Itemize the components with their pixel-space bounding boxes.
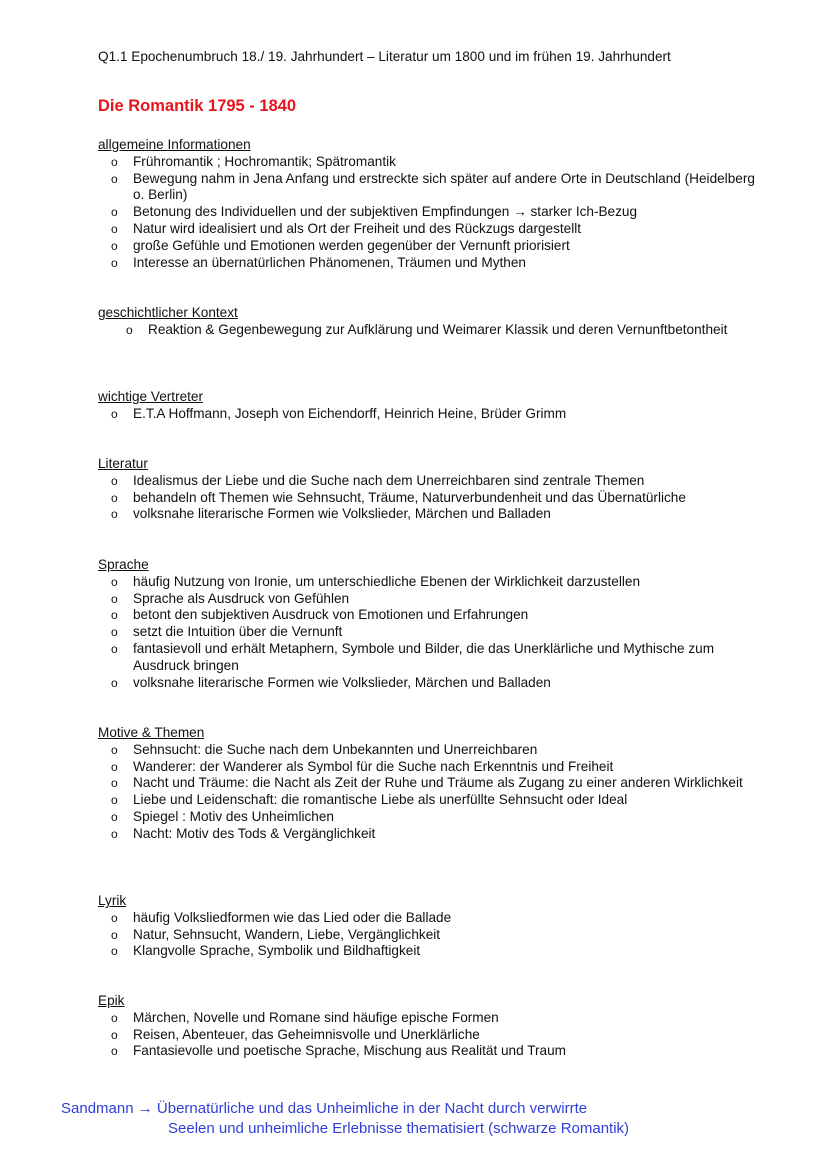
list-item-text: setzt die Intuition über die Vernunft [133, 624, 343, 640]
list-item [98, 759, 758, 776]
bullet-icon: o [111, 641, 118, 656]
bullet-icon: o [111, 205, 118, 220]
list-item-text: Sprache als Ausdruck von Gefühlen [133, 590, 350, 606]
list-item-text: Märchen, Novelle und Romane sind häufige epische Formen [133, 1009, 499, 1025]
list-item [98, 490, 758, 507]
bullet-list [98, 154, 758, 272]
section-epik [98, 993, 758, 1060]
list-item-text: Nacht: Motiv des Tods & Vergänglichkeit [133, 825, 376, 841]
section-wichtige-vertreter [98, 389, 758, 423]
bullet-icon: o [111, 171, 118, 186]
bullet-icon: o [111, 776, 118, 791]
bullet-icon: o [111, 608, 118, 623]
bullet-icon: o [111, 507, 118, 522]
list-item [98, 238, 758, 255]
section-heading: Literatur [98, 456, 148, 471]
list-item-text: Bewegung nahm in Jena Anfang und erstreckte sich später auf andere Orte in Deutschland (Heidelberg o. Berlin) [133, 170, 755, 203]
bullet-icon: o [111, 238, 118, 253]
section-heading: Sprache [98, 557, 149, 572]
list-item-text: volksnahe literarische Formen wie Volkslieder, Märchen und Balladen [133, 674, 551, 690]
list-item-text: häufig Nutzung von Ironie, um unterschiedliche Ebenen der Wirklichkeit darzustellen [133, 573, 641, 589]
section-lyrik [98, 893, 758, 960]
section-heading: geschichtlicher Kontext [98, 305, 238, 320]
list-item [98, 574, 758, 591]
bullet-list [98, 742, 758, 843]
note-line-2: Seelen und unheimliche Erlebnisse thematisiert (schwarze Romantik) [168, 1120, 630, 1137]
list-item [98, 1027, 758, 1044]
bullet-list [98, 322, 758, 339]
bullet-icon: o [111, 1010, 118, 1025]
list-item [98, 591, 758, 608]
list-item-text: Sehnsucht: die Suche nach dem Unbekannten und Unerreichbaren [133, 741, 538, 757]
list-item [98, 322, 758, 339]
section-heading: wichtige Vertreter [98, 389, 204, 404]
bullet-icon: o [111, 1027, 118, 1042]
bullet-icon: o [111, 944, 118, 959]
list-item [98, 943, 758, 960]
list-item-text: Reaktion & Gegenbewegung zur Aufklärung und Weimarer Klassik und deren Vernunftbetontheit [148, 321, 728, 337]
list-item-text: volksnahe literarische Formen wie Volkslieder, Märchen und Balladen [133, 506, 551, 522]
list-item-text: Spiegel : Motiv des Unheimlichen [133, 808, 334, 824]
list-item [98, 506, 758, 523]
list-item [98, 171, 758, 205]
list-item [98, 792, 758, 809]
list-item [98, 255, 758, 272]
list-item [98, 826, 758, 843]
bullet-icon: o [111, 221, 118, 236]
bullet-icon: o [111, 255, 118, 270]
section-heading: Epik [98, 993, 125, 1008]
section-geschichtlicher-kontext [98, 305, 758, 339]
list-item [98, 221, 758, 238]
bullet-icon: o [111, 675, 118, 690]
section-sprache [98, 557, 758, 691]
list-item-text: Natur, Sehnsucht, Wandern, Liebe, Vergänglichkeit [133, 926, 441, 942]
bullet-icon: o [111, 793, 118, 808]
list-item [98, 1010, 758, 1027]
bullet-icon: o [111, 927, 118, 942]
bullet-icon: o [111, 625, 118, 640]
bullet-icon: o [111, 742, 118, 757]
note-line-1: Sandmann → Übernatürliche und das Unheimliche in der Nacht durch verwirrte [61, 1100, 588, 1117]
list-item-text: Fantasievolle und poetische Sprache, Mischung aus Realität und Traum [133, 1043, 566, 1059]
list-item [98, 910, 758, 927]
bullet-icon: o [111, 826, 118, 841]
list-item [98, 641, 758, 675]
list-item-text: E.T.A Hoffmann, Joseph von Eichendorff, Heinrich Heine, Brüder Grimm [133, 405, 567, 421]
bullet-icon: o [111, 1044, 118, 1059]
list-item [98, 473, 758, 490]
list-item [98, 154, 758, 171]
bullet-icon: o [111, 591, 118, 606]
bullet-icon: o [126, 322, 133, 337]
section-heading: Lyrik [98, 893, 127, 908]
bullet-icon: o [111, 759, 118, 774]
list-item [98, 1043, 758, 1060]
bullet-icon: o [111, 910, 118, 925]
bullet-icon: o [111, 574, 118, 589]
list-item-text: Natur wird idealisiert und als Ort der Freiheit und des Rückzugs dargestellt [133, 220, 582, 236]
list-item-text: fantasievoll und erhält Metaphern, Symbole und Bilder, die das Unerklärliche und Mythische zum Ausdruck bringen [133, 640, 715, 673]
bullet-list [98, 1010, 758, 1060]
list-item [98, 742, 758, 759]
list-item-text: Wanderer: der Wanderer als Symbol für die Suche nach Erkenntnis und Freiheit [133, 758, 614, 774]
bullet-icon: o [111, 406, 118, 421]
bullet-list [98, 910, 758, 960]
bullet-list [98, 574, 758, 692]
section-allgemeine-informationen [98, 137, 758, 271]
list-item-text: Frühromantik ; Hochromantik; Spätromantik [133, 153, 396, 169]
bullet-icon: o [111, 154, 118, 169]
list-item-text: Idealismus der Liebe und die Suche nach dem Unerreichbaren sind zentrale Themen [133, 472, 645, 488]
bullet-icon: o [111, 490, 118, 505]
section-literatur [98, 456, 758, 523]
list-item-text: Klangvolle Sprache, Symbolik und Bildhaftigkeit [133, 943, 421, 959]
list-item-text: Reisen, Abenteuer, das Geheimnisvolle und Unerklärliche [133, 1026, 480, 1042]
bullet-list [98, 406, 758, 423]
list-item [98, 624, 758, 641]
sandmann-note [61, 1099, 629, 1139]
list-item [98, 809, 758, 826]
list-item [98, 675, 758, 692]
list-item [98, 927, 758, 944]
list-item-text: große Gefühle und Emotionen werden gegenüber der Vernunft priorisiert [133, 237, 570, 253]
list-item-text: betont den subjektiven Ausdruck von Emotionen und Erfahrungen [133, 607, 529, 623]
page-title: Die Romantik 1795 - 1840 [98, 97, 297, 115]
list-item [98, 406, 758, 423]
document-header: Q1.1 Epochenumbruch 18./ 19. Jahrhundert – Literatur um 1800 und im frühen 19. Jahrhundert [98, 49, 671, 64]
list-item [98, 204, 758, 221]
bullet-icon: o [111, 473, 118, 488]
list-item-text: Liebe und Leidenschaft: die romantische Liebe als unerfüllte Sehnsucht oder Ideal [133, 792, 628, 808]
list-item [98, 775, 758, 792]
bullet-list [98, 473, 758, 523]
list-item-text: Interesse an übernatürlichen Phänomenen, Träumen und Mythen [133, 254, 526, 270]
bullet-icon: o [111, 809, 118, 824]
list-item-text: behandeln oft Themen wie Sehnsucht, Träume, Naturverbundenheit und das Übernatürliche [133, 489, 686, 505]
section-heading: allgemeine Informationen [98, 137, 251, 152]
list-item [98, 607, 758, 624]
section-motive-themen [98, 725, 758, 843]
list-item-text: Nacht und Träume: die Nacht als Zeit der Ruhe und Träume als Zugang zu einer anderen Wirklichkeit [133, 775, 743, 791]
list-item-text: häufig Volksliedformen wie das Lied oder die Ballade [133, 909, 452, 925]
list-item-text: Betonung des Individuellen und der subjektiven Empfindungen → starker Ich-Bezug [133, 204, 638, 220]
section-heading: Motive & Themen [98, 725, 205, 740]
